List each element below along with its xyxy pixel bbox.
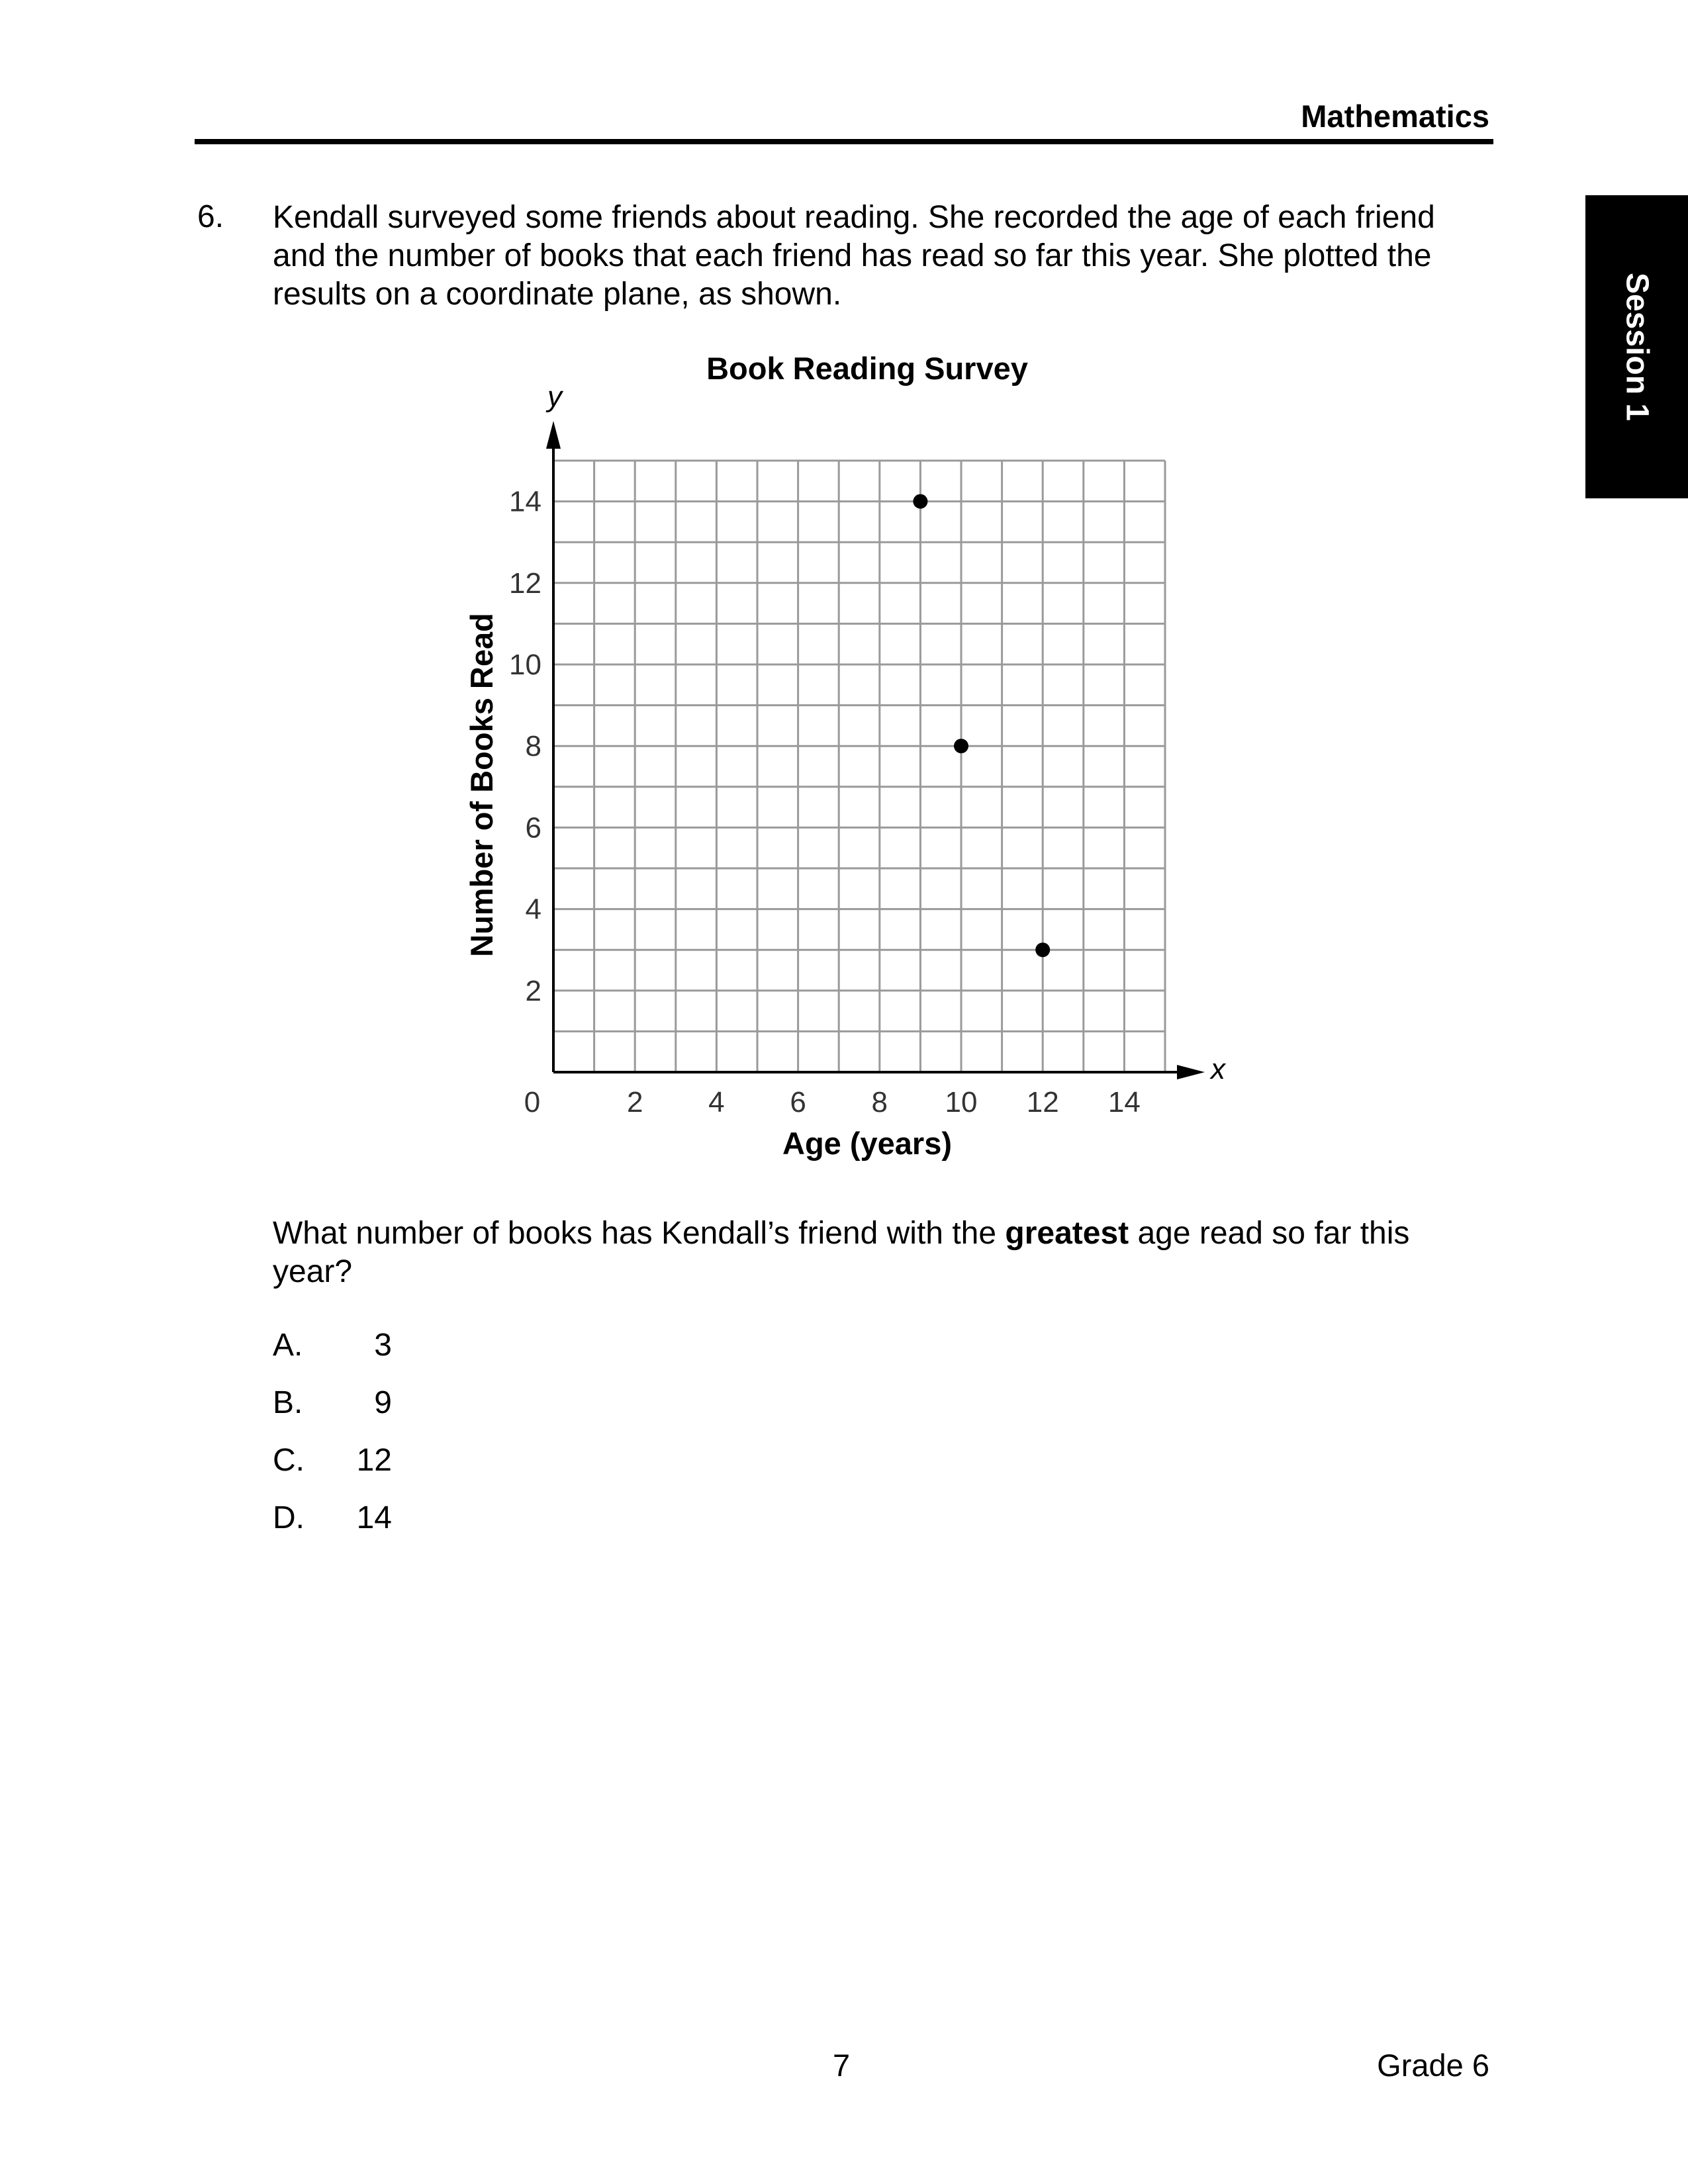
answer-choice-d[interactable]	[273, 1500, 392, 1536]
x-axis-letter: x	[1211, 1053, 1225, 1085]
x-axis-label: Age (years)	[782, 1126, 952, 1161]
chart-axes	[546, 421, 1205, 1079]
x-tick-label: 10	[945, 1086, 978, 1118]
page-number: 7	[833, 2048, 851, 2083]
data-point	[1035, 942, 1050, 957]
y-axis-label: Number of Books Read	[464, 613, 499, 957]
question-line: and the number of books that each friend has read so far this year. She plotted the	[273, 238, 1432, 273]
y-axis-letter: y	[547, 381, 562, 413]
chart-grid	[553, 461, 1165, 1072]
choice-value: 14	[356, 1500, 392, 1535]
chart-ticks	[509, 486, 1141, 1118]
y-tick-label: 14	[509, 485, 541, 518]
answer-choice-b[interactable]	[273, 1385, 392, 1421]
prompt-text: What number of books has Kendall’s friend with the	[273, 1216, 1006, 1251]
prompt-text: age read so far this	[1129, 1216, 1410, 1251]
data-point	[913, 494, 927, 509]
x-tick-label: 12	[1026, 1086, 1059, 1118]
x-tick-label: 4	[708, 1086, 725, 1118]
x-tick-label: 6	[790, 1086, 806, 1118]
choice-value: 12	[356, 1443, 392, 1478]
answer-choice-c[interactable]	[273, 1442, 392, 1479]
origin-label: 0	[524, 1086, 541, 1118]
x-tick-label: 2	[626, 1086, 643, 1118]
choice-letter: A.	[273, 1328, 303, 1363]
choice-letter: C.	[273, 1443, 305, 1478]
subject-header: Mathematics	[1301, 99, 1489, 134]
x-tick-label: 14	[1107, 1086, 1141, 1118]
y-tick-label: 8	[525, 730, 541, 763]
question-line: results on a coordinate plane, as shown.	[273, 277, 842, 312]
data-point	[954, 739, 968, 753]
choice-value: 3	[374, 1328, 392, 1363]
choice-letter: B.	[273, 1385, 303, 1420]
chart-points	[913, 494, 1050, 958]
y-tick-label: 2	[525, 974, 541, 1007]
x-tick-label: 8	[871, 1086, 888, 1118]
prompt-emphasis: greatest	[1005, 1216, 1129, 1251]
choice-letter: D.	[273, 1500, 305, 1535]
question-line: Kendall surveyed some friends about reading. She recorded the age of each friend	[273, 200, 1435, 235]
session-label: Session 1	[1619, 272, 1654, 422]
y-tick-label: 4	[525, 893, 541, 926]
grade-label: Grade 6	[1377, 2048, 1489, 2083]
prompt-text: year?	[273, 1254, 353, 1289]
y-tick-label: 10	[509, 649, 541, 681]
y-tick-label: 6	[525, 811, 541, 844]
chart-title: Book Reading Survey	[706, 351, 1028, 386]
question-number: 6.	[197, 199, 224, 234]
x-axis-arrow	[1177, 1065, 1205, 1079]
answer-choice-a[interactable]	[273, 1327, 392, 1363]
y-tick-label: 12	[509, 567, 541, 600]
y-axis-arrow	[546, 421, 561, 449]
question-prompt	[273, 1214, 1409, 1291]
choice-value: 9	[374, 1385, 392, 1420]
